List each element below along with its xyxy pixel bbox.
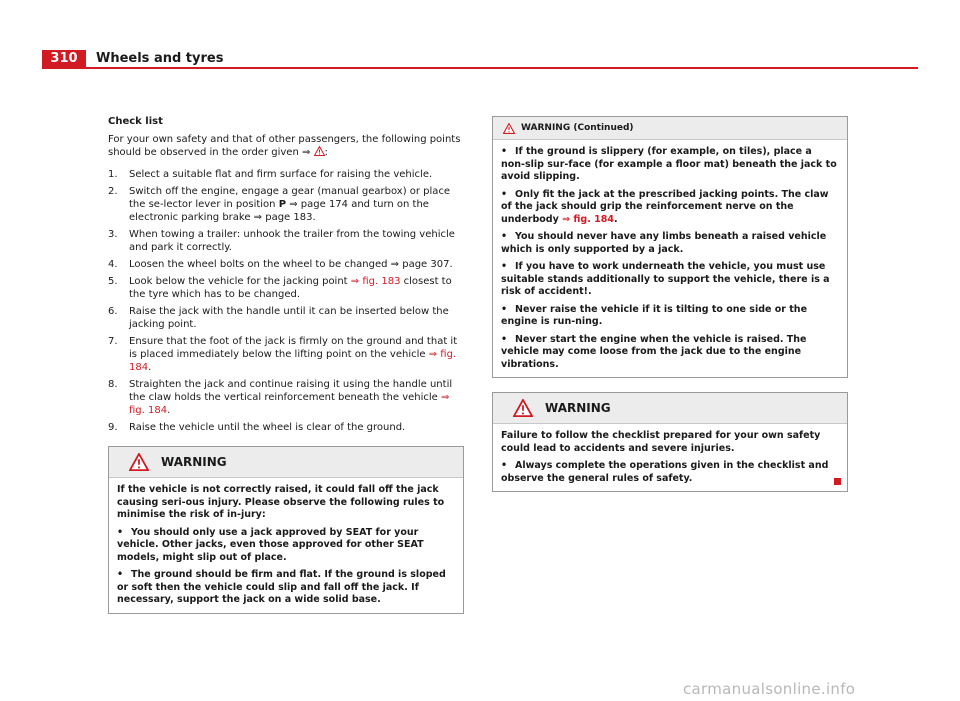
warning-triangle-icon	[503, 123, 515, 134]
checklist-step	[108, 185, 464, 224]
warning-continued-header	[493, 117, 847, 140]
warning-triangle-icon	[513, 399, 533, 417]
bullet-dot: •	[117, 526, 124, 538]
warning-bullet	[501, 146, 839, 184]
figure-reference[interactable]: ⇒ fig. 184	[129, 392, 450, 416]
intro-paragraph	[108, 133, 464, 159]
intro-text: For your own safety and that of other passengers, the following points should be observed in the order given ⇒	[108, 134, 461, 158]
bullet-dot: •	[117, 569, 124, 580]
page-number: 310	[42, 50, 86, 68]
warning-box-2-header	[493, 393, 847, 424]
text-segment: .	[167, 405, 171, 416]
bullet-dot: •	[501, 231, 508, 242]
step-number: 6.	[108, 306, 118, 317]
checklist-step	[108, 168, 464, 181]
warning-2-bullets	[501, 460, 839, 485]
warning-continued-box	[492, 116, 848, 378]
step-number: 8.	[108, 379, 118, 390]
warning-title: WARNING	[161, 455, 227, 469]
text-segment: Ensure that the foot of the jack is firmly on the ground and that it is placed immediately below the lifting point on the vehicle	[129, 336, 458, 360]
checklist-step	[108, 421, 464, 434]
bullet-dot: •	[501, 460, 508, 471]
warning-triangle-icon	[129, 453, 149, 471]
bullet-dot: •	[501, 188, 508, 200]
warning-triangle-icon	[314, 146, 325, 156]
step-number: 1.	[108, 169, 118, 180]
warning-bullet	[117, 569, 455, 607]
warning-box	[108, 446, 464, 614]
text-segment: You should never have any limbs beneath a raised vehicle which is only supported by a jack.	[501, 231, 827, 255]
checklist-step	[108, 258, 464, 271]
intro-end: :	[324, 147, 328, 158]
checklist-step	[108, 335, 464, 374]
checklist-step	[108, 228, 464, 254]
checklist-steps	[108, 168, 464, 434]
warning-continued-title: WARNING (Continued)	[521, 123, 634, 133]
text-segment: Select a suitable flat and firm surface for raising the vehicle.	[129, 169, 433, 180]
text-segment: .	[613, 213, 618, 225]
header-divider	[42, 67, 918, 69]
step-number: 7.	[108, 336, 118, 347]
checklist-step	[108, 378, 464, 417]
warning-lead: If the vehicle is not correctly raised, it could fall off the jack causing seri-ous injury. Please observe the following rules to minimise the risk of in-jury:	[117, 484, 445, 520]
text-segment: Loosen the wheel bolts on the wheel to be changed ⇒ page 307.	[129, 259, 453, 270]
text-segment: P	[278, 199, 287, 210]
figure-reference[interactable]: ⇒ fig. 184	[562, 213, 614, 225]
warning-box-2	[492, 392, 848, 492]
text-segment: If the ground is slippery (for example, on tiles), place a non-slip sur-face (for example a floor mat) beneath the jack to avoid slipping.	[501, 146, 837, 182]
checklist-step	[108, 305, 464, 331]
step-number: 5.	[108, 276, 118, 287]
warning-2-body	[493, 424, 847, 491]
warning-bullet	[501, 304, 839, 329]
text-segment: .	[148, 362, 152, 373]
text-segment: Raise the vehicle until the wheel is clear of the ground.	[129, 422, 406, 433]
warning-box-header	[109, 447, 463, 478]
warning-bullet	[501, 261, 839, 299]
step-number: 4.	[108, 259, 118, 270]
watermark: carmanualsonline.info	[683, 680, 856, 698]
text-segment: Switch off the engine, engage a gear (manual gearbox) or place the se-lector lever in position	[129, 186, 451, 210]
text-segment: When towing a trailer: unhook the trailer from the towing vehicle and park it correctly.	[129, 229, 455, 253]
text-segment: closest to the tyre which has to be changed.	[129, 276, 452, 300]
warning-bullet	[501, 334, 839, 372]
section-title: Check list	[108, 116, 163, 127]
bullet-text: The ground should be firm and flat. If the ground is sloped or soft then the vehicle could slip and fall off the jack. If necessary, support the jack on a wide solid base.	[117, 569, 446, 605]
bullet-dot: •	[501, 333, 508, 345]
step-number: 9.	[108, 422, 118, 433]
text-segment: Straighten the jack and continue raising it using the handle until the claw holds the vertical reinforcement beneath the vehicle	[129, 379, 453, 403]
page-header-title: Wheels and tyres	[96, 51, 224, 66]
section-end-marker	[834, 478, 841, 485]
bullet-text: You should only use a jack approved by SEAT for your vehicle. Other jacks, even those approved for other SEAT models, might slip out of place.	[117, 526, 424, 563]
warning-bullet	[117, 527, 455, 565]
bullet-dot: •	[501, 303, 508, 315]
text-segment: Only fit the jack at the prescribed jacking points. The claw of the jack should grip the reinforcement nerve on the underbody	[501, 188, 829, 225]
bullet-text: Always complete the operations given in the checklist and observe the general rules of safety.	[501, 460, 829, 484]
figure-reference[interactable]: ⇒ fig. 184	[129, 349, 457, 373]
warning-bullets	[117, 527, 455, 607]
warning-2-title: WARNING	[545, 401, 611, 415]
step-number: 2.	[108, 186, 118, 197]
bullet-dot: •	[501, 261, 508, 272]
bullet-dot: •	[501, 146, 508, 157]
text-segment: Raise the jack with the handle until it can be inserted below the jacking point.	[129, 306, 449, 330]
text-segment: ⇒ page 174 and turn on the electronic parking brake ⇒ page 183.	[129, 199, 429, 223]
warning-body	[109, 478, 463, 613]
text-segment: Never start the engine when the vehicle is raised. The vehicle may come loose from the jack due to the engine vibrations.	[501, 333, 807, 370]
figure-reference[interactable]: ⇒ fig. 183	[350, 276, 401, 287]
warning-bullet	[501, 189, 839, 227]
right-column	[492, 116, 848, 492]
step-number: 3.	[108, 229, 118, 240]
warning-2-lead: Failure to follow the checklist prepared for your own safety could lead to accidents and severe injuries.	[501, 430, 821, 454]
text-segment: Look below the vehicle for the jacking point	[129, 276, 351, 287]
left-column	[108, 116, 464, 614]
warning-bullet	[501, 231, 839, 256]
checklist-step	[108, 275, 464, 301]
warning-continued-body	[493, 140, 847, 377]
text-segment: If you have to work underneath the vehicle, you must use suitable stands additionally to support the vehicle, there is a risk of accident!.	[501, 261, 830, 297]
text-segment: Never raise the vehicle if it is tilting to one side or the engine is run-ning.	[501, 303, 808, 327]
warning-bullet	[501, 460, 839, 485]
